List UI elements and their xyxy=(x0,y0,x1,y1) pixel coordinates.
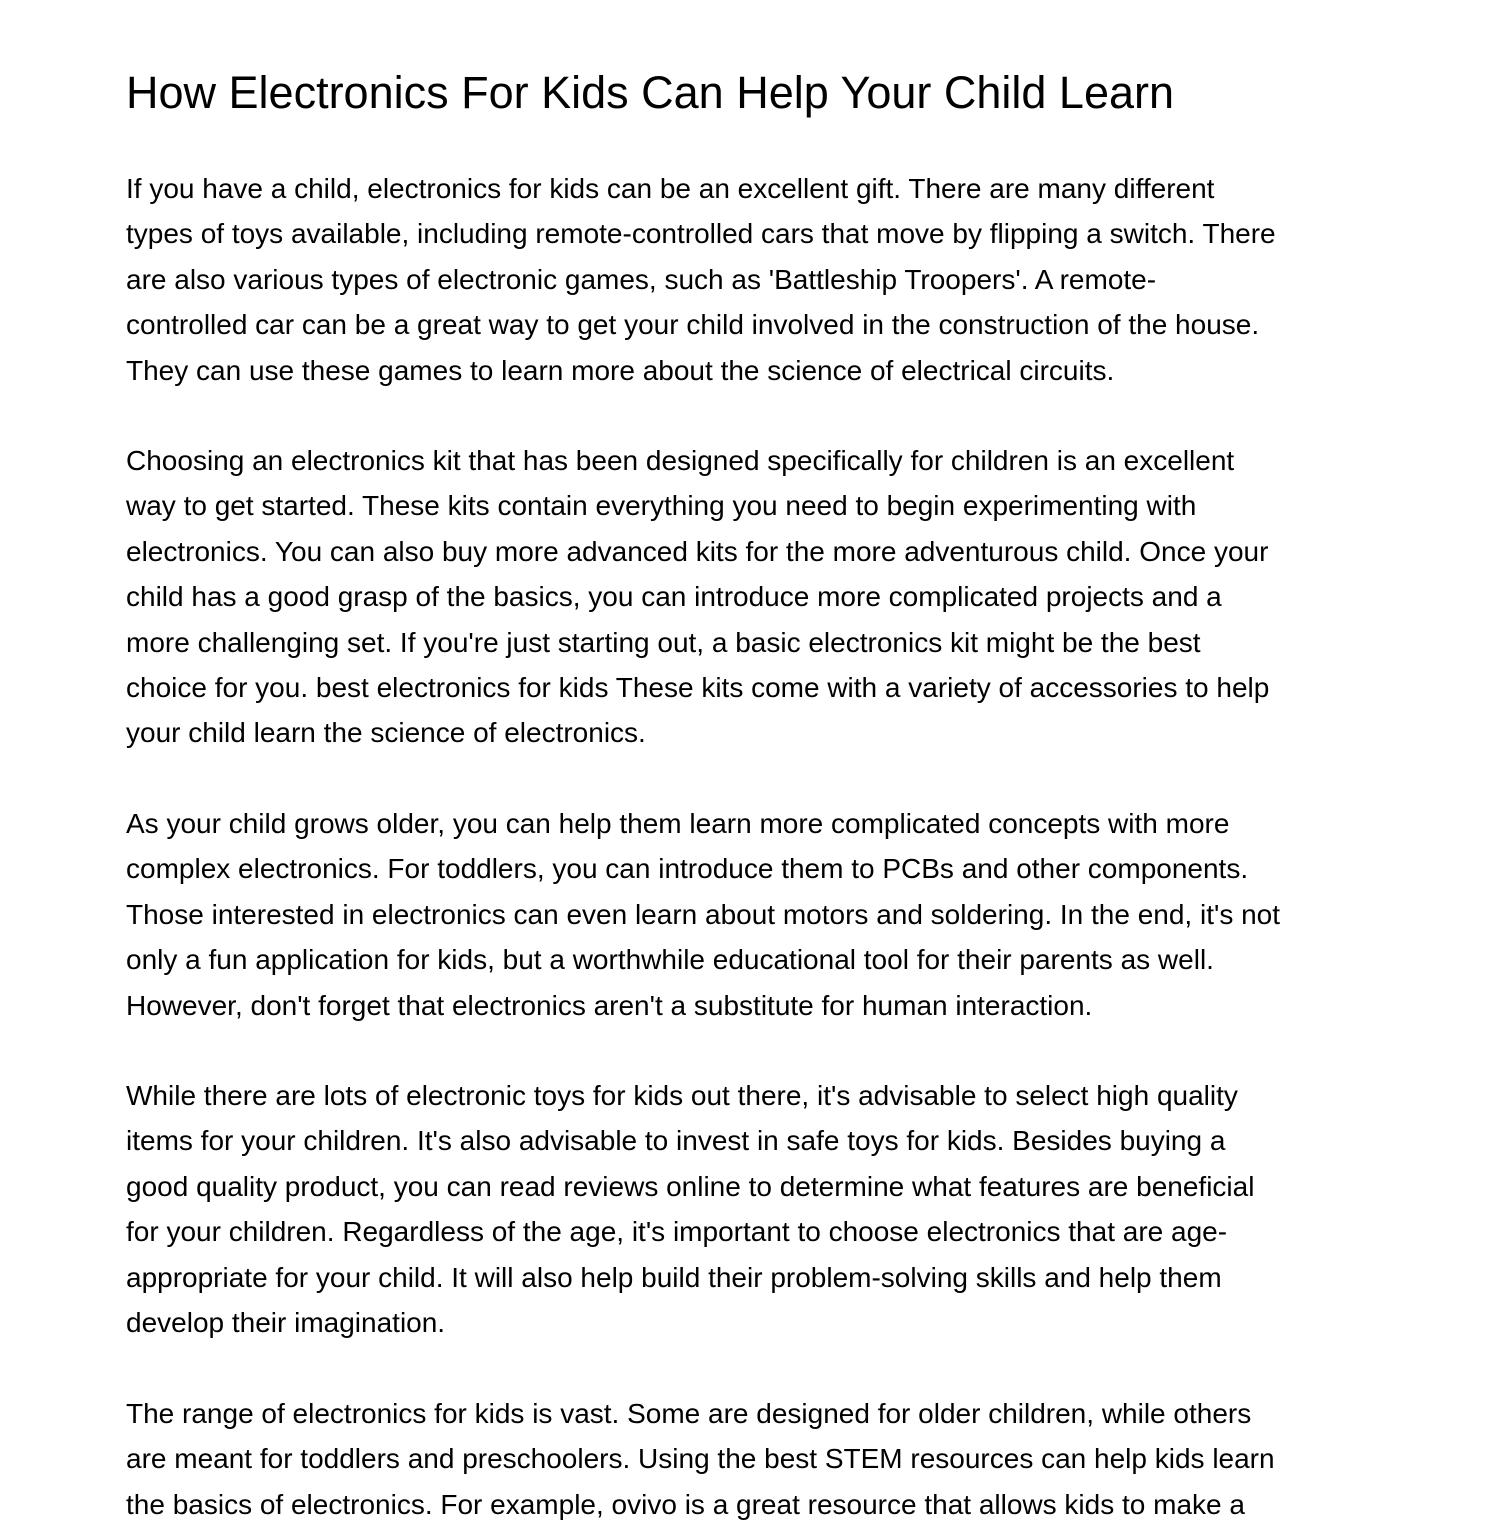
text-line: good quality product, you can read reviews online to determine what features are beneficial xyxy=(126,1170,1255,1202)
text-line: controlled car can be a great way to get your child involved in the construction of the house. xyxy=(126,309,1260,341)
text-line: for your children. Regardless of the age, it's important to choose electronics that are age- xyxy=(126,1216,1228,1248)
text-line: complex electronics. For toddlers, you can introduce them to PCBs and other components. xyxy=(126,853,1249,885)
text-line: Those interested in electronics can even learn about motors and soldering. In the end, it's not xyxy=(126,898,1281,930)
text-line: types of toys available, including remote-controlled cars that move by flipping a switch. There xyxy=(126,218,1276,250)
text-line: are meant for toddlers and preschoolers. Using the best STEM resources can help kids learn xyxy=(126,1443,1275,1475)
paragraph-1 xyxy=(126,166,1276,393)
paragraph-2 xyxy=(126,438,1269,756)
text-line: appropriate for your child. It will also help build their problem-solving skills and help them xyxy=(126,1261,1222,1293)
text-line: choice for you. best electronics for kids These kits come with a variety of accessories to help xyxy=(126,672,1270,704)
text-line: develop their imagination. xyxy=(126,1307,446,1339)
text-line: the basics of electronics. For example, ovivo is a great resource that allows kids to make a xyxy=(126,1488,1245,1520)
text-line: They can use these games to learn more about the science of electrical circuits. xyxy=(126,354,1115,386)
text-line: only a fun application for kids, but a worthwhile educational tool for their parents as well. xyxy=(126,944,1214,976)
text-line: However, don't forget that electronics aren't a substitute for human interaction. xyxy=(126,989,1093,1021)
paragraph-5 xyxy=(126,1391,1275,1527)
text-line: child has a good grasp of the basics, you can introduce more complicated projects and a xyxy=(126,581,1222,613)
text-line: While there are lots of electronic toys for kids out there, it's advisable to select high quality xyxy=(126,1080,1238,1111)
text-line: your child learn the science of electronics. xyxy=(126,717,646,749)
text-line: Choosing an electronics kit that has been designed specifically for children is an excellent xyxy=(126,445,1235,476)
text-line: more challenging set. If you're just starting out, a basic electronics kit might be the best xyxy=(126,626,1201,658)
text-line: are also various types of electronic games, such as 'Battleship Troopers'. A remote- xyxy=(126,263,1157,295)
text-line: If you have a child, electronics for kids can be an excellent gift. There are many different xyxy=(126,173,1215,204)
paragraph-3 xyxy=(126,801,1280,1028)
text-line: The range of electronics for kids is vast. Some are designed for older children, while others xyxy=(126,1398,1252,1429)
paragraph-4 xyxy=(126,1073,1254,1345)
text-line: way to get started. These kits contain everything you need to begin experimenting with xyxy=(126,490,1197,522)
document-title: How Electronics For Kids Can Help Your Child Learn xyxy=(126,67,1175,118)
text-line: electronics. You can also buy more advanced kits for the more adventurous child. Once your xyxy=(126,535,1269,567)
text-line: items for your children. It's also advisable to invest in safe toys for kids. Besides buying a xyxy=(126,1125,1226,1157)
text-line: As your child grows older, you can help them learn more complicated concepts with more xyxy=(126,808,1230,839)
